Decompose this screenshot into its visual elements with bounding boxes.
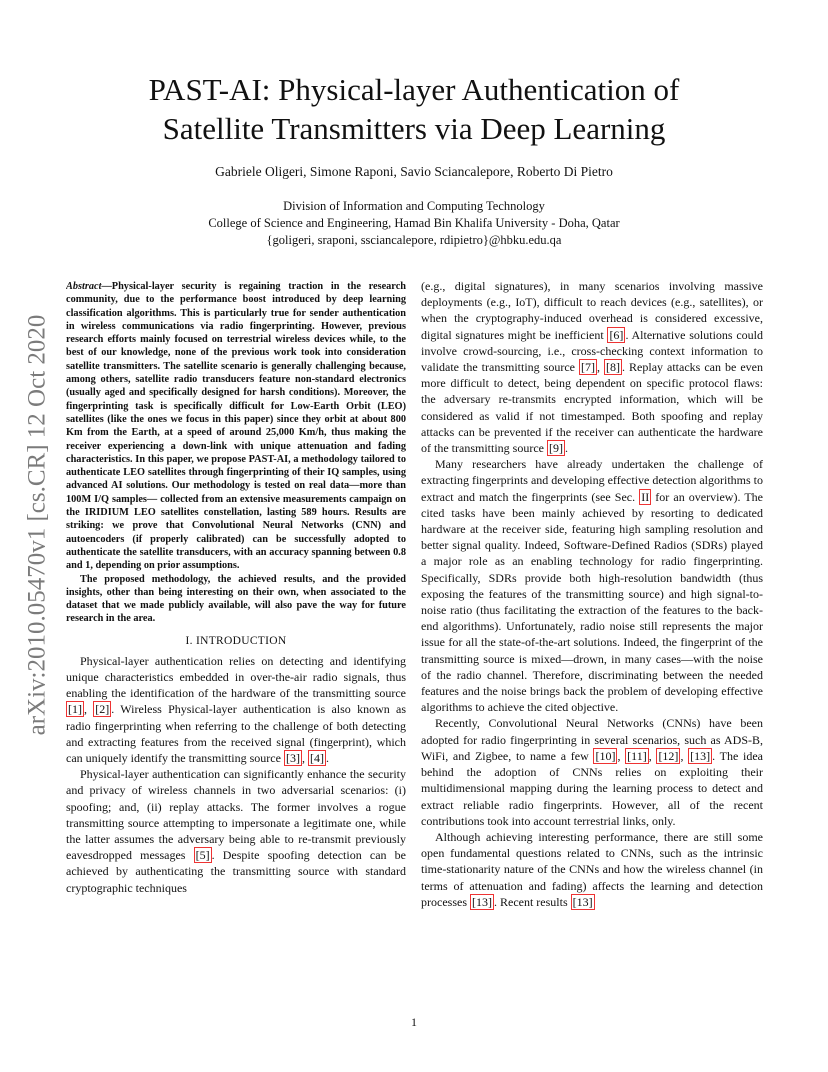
citation-link[interactable]: [6] [609,327,624,342]
section-reference-link[interactable]: II [641,489,650,504]
right-paragraph-3: Recently, Convolutional Neural Networks (CNNs) have been adopted for radio fingerprinting in several scenarios, such as ADS-B, WiFi, and Zigbee, to name a few [10] , [11] , [12] , [13] . The idea behind the adoption of CNNs relies on exploiting their multidimensional mapping during the learning process to detect and extract reliable radio fingerprints. However, all of the recent contributions took into account terrestrial links, only. [421,716,763,828]
citation-link[interactable]: [11] [627,748,647,763]
citation-link[interactable]: [13] [690,748,711,763]
page-number: 1 [411,1015,417,1029]
citation-link[interactable]: [12] [658,748,679,763]
citation-link[interactable]: [4] [309,750,324,765]
arxiv-stamp [20,292,54,758]
left-column [66,280,406,970]
citation-link[interactable]: [9] [548,441,563,456]
citation-link[interactable]: [13] [471,894,492,909]
citation-link[interactable]: [8] [606,360,621,375]
abstract-dash: — [101,281,112,292]
right-paragraph-1: (e.g., digital signatures), in many scenarios involving massive deployments (e.g., IoT), difficult to reach devices (e.g., satellites), or when the cryptography-induced overhead is considered excessive, digital signatures might be inefficient [6] . Alternative solutions could involve crowd-sourcing, i.e., cross-checking context information to validate the transmitting source [7] , [8] . Replay attacks can be even more difficult to detect, being dependent on specific protocol flaws: the adversary re-transmits encrypted information, which will be considered as valid if not timestamped. Both spoofing and replay attacks can be prevented if the receiver can authenticate the hardware of the transmitting source [9] . [421,279,763,456]
arxiv-stamp-text: arXiv:2010.05470v1 [cs.CR] 12 Oct 2020 [23,314,51,736]
intro-paragraph-2: Physical-layer authentication can significantly enhance the security and privacy of wireless channels in two adversarial scenarios: (i) spoofing; and, (ii) replay attacks. The former involves a rogue transmitting source attempting to impersonate a legitimate one, while the latter assumes the adversary being able to re-transmit previously eavesdropped messages [5] . Despite spoofing detection can be achieved by authenticating the transmitting source with standard cryptographic techniques [66,767,406,895]
intro-paragraph-1: Physical-layer authentication relies on detecting and identifying unique characteristics embedded in over-the-air radio signals, thus enabling the identification of the hardware of the transmitting source [1] , [2] . Wireless Physical-layer authentication is also known as radio fingerprinting when referring to the challenge of both detecting and extracting features from the received signal (fingerprint), which can uniquely identify the transmitting source [3] , [4] . [66,653,406,765]
affiliation [0,198,828,249]
affiliation-college: College of Science and Engineering, Hamad Bin Khalifa University - Doha, Qatar [208,216,620,230]
paper-title [0,70,828,148]
citation-link[interactable]: [13] [572,894,593,909]
right-paragraph-4: Although achieving interesting performance, there are still some open fundamental questions related to CNNs, such as the intrinsic time-stationarity nature of the CNNs and how the wireless channel (in terms of attenuation and fading) affects the learning and detection processes [13] . Recent results [13] [421,829,763,909]
abstract-text: Physical-layer security is regaining traction in the research community, due to the performance boost introduced by deep learning classification algorithms. This is particularly true for sender authentication in wireless communications via radio fingerprinting. However, previous research efforts mainly focused on terrestrial wireless devices while, to the best of our knowledge, none of the previous work took into consideration satellite transmitters. The satellite scenario is generally challenging because, among others, satellite radio transducers feature non-standard electronics (usually aged and specifically designed for harsh conditions). Moreover, the fingerprinting task is specifically difficult for Low-Earth Orbit (LEO) satellites (like the ones we focus in this paper) since they orbit at about 800 Km from the Earth, at a speed of around 25,000 Km/h, thus making the receiver experiencing a down-link with unique attenuation and fading characteristics. In this paper, we propose PAST-AI, a methodology tailored to authenticate LEO satellites through fingerprinting of their IQ samples, using advanced AI solutions. Our methodology is tested on real data—more than 100M I/Q samples— collected from an extensive measurements campaign on the IRIDIUM LEO satellites constellation, lasting 589 hours. Results are striking: we prove that Convolutional Neural Networks (CNN) and autoencoders (if properly calibrated) can be successfully adopted to authenticate the satellite transducers, with an accuracy spanning between 0.8 and 1, depending on prior assumptions. [66,281,406,572]
citation-link[interactable]: [3] [285,750,300,765]
title-line-2: Satellite Transmitters via Deep Learning [162,111,666,146]
citation-link[interactable]: [10] [595,748,616,763]
section-heading-introduction: I. INTRODUCTION [185,634,287,647]
citation-link[interactable]: [1] [68,702,82,717]
citation-link[interactable]: [2] [95,702,110,717]
abstract-paragraph [66,280,406,573]
affiliation-division: Division of Information and Computing Technology [283,199,545,213]
abstract-paragraph-2: The proposed methodology, the achieved results, and the provided insights, other than being interesting on their own, when associated to the dataset that we made publicly available, will also pave the way for future research in the area. [66,573,406,625]
right-paragraph-2: Many researchers have already undertaken the challenge of extracting fingerprints and developing effective detection algorithms to extract and match the fingerprints (see Sec. II for an overview). The cited tasks have been mainly achieved by resorting to dedicated hardware at the receiver side, featuring high sampling resolution and better signal quality. Indeed, Software-Defined Radios (SDRs) played a major role as an enabling technology for radio fingerprinting. Specifically, SDRs provide both high-resolution bandwidth (thus exposing the features of the transmitting source) and high signal-to-noise ratio (thus facilitating the extraction of the features to the back-end algorithms). Unfortunately, radio noise still represents the major issue for all the state-of-the-art solutions. Indeed, the fingerprint of the transmitting source is mixed—drown, in many cases—with the noise of the radio channel. Therefore, discriminating between the needed features and the noise brings back the problem of developing effective algorithms to achieve the cited objective. [421,457,763,715]
citation-link[interactable]: [5] [195,848,210,863]
title-line-1: PAST-AI: Physical-layer Authentication of [148,72,680,107]
author-list: Gabriele Oligeri, Simone Raponi, Savio Sciancalepore, Roberto Di Pietro [215,164,613,179]
citation-link[interactable]: [7] [581,360,595,375]
affiliation-emails: {goligeri, sraponi, ssciancalepore, rdipietro}@hbku.edu.qa [266,233,562,247]
abstract-label: Abstract [66,281,102,292]
right-column [421,278,763,978]
